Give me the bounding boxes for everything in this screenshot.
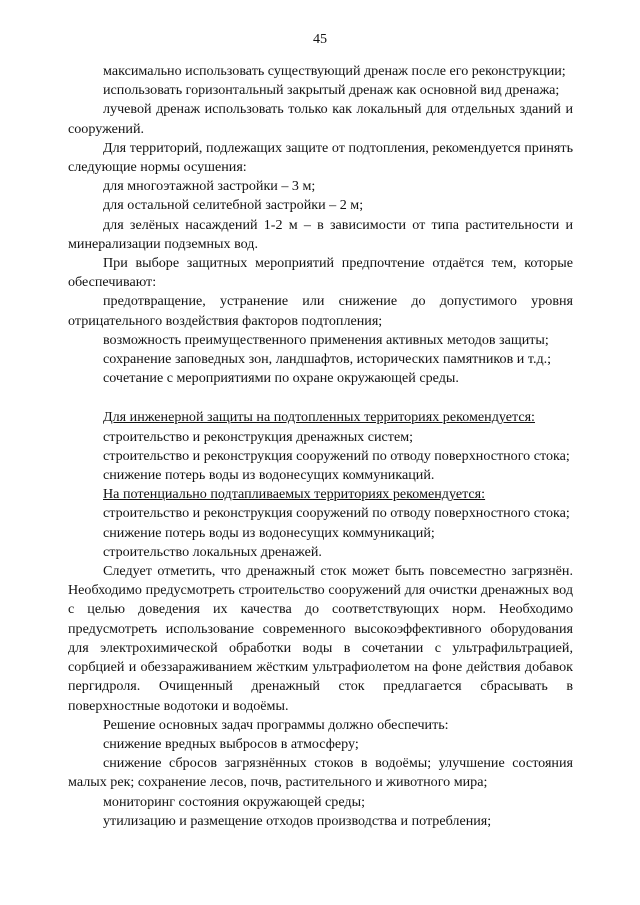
- paragraph: строительство локальных дренажей.: [103, 543, 322, 560]
- paragraph: возможность преимущественного применения активных методов защиты;: [103, 331, 549, 348]
- paragraph: строительство и реконструкция дренажных систем;: [103, 428, 414, 445]
- paragraph: для многоэтажной застройки – 3 м;: [103, 178, 316, 195]
- paragraph: сочетание с мероприятиями по охране окружающей среды.: [103, 370, 459, 387]
- paragraph: предотвращение, устранение или снижение до допустимого уровня отрицательного воздействия факторов подтопления;: [68, 293, 573, 329]
- underlined-heading: Для инженерной защиты на подтопленных территориях рекомендуется:: [103, 409, 535, 426]
- paragraph: строительство и реконструкция сооружений по отводу поверхностного стока;: [103, 447, 570, 464]
- paragraph: Для территорий, подлежащих защите от подтопления, рекомендуется принять следующие нормы осушения:: [68, 139, 573, 176]
- paragraph: При выборе защитных мероприятий предпочтение отдаётся тем, которые обеспечивают:: [68, 255, 573, 291]
- paragraph: Решение основных задач программы должно обеспечить:: [103, 716, 449, 733]
- paragraph: для остальной селитебной застройки – 2 м;: [103, 197, 364, 214]
- section-gap: [68, 388, 573, 408]
- paragraph: снижение потерь воды из водонесущих коммуникаций.: [103, 467, 435, 484]
- paragraph: для зелёных насаждений 1-2 м – в зависимости от типа растительности и минерализации подземных вод.: [68, 216, 573, 252]
- paragraph: строительство и реконструкция сооружений по отводу поверхностного стока;: [103, 505, 570, 522]
- paragraph: снижение потерь воды из водонесущих коммуникаций;: [103, 524, 435, 541]
- paragraph: Следует отметить, что дренажный сток может быть повсеместно загрязнён. Необходимо предусмотреть строительство сооружений для очистки дренажных вод с целью доведения их качества до соответствующих норм. Необходимо предусмотреть использование современного высокоэффективного оборудования для электрохимической обработки воды в сочетании с ультрафильтрацией, сорбцией и обеззараживанием жёстким ультрафиолетом на фоне действия добавок пергидроля. Очищенный дренажный сток предлагается сбрасывать в поверхностные водотоки и водоёмы.: [68, 563, 573, 714]
- paragraph: снижение вредных выбросов в атмосферу;: [103, 735, 359, 752]
- paragraph: утилизацию и размещение отходов производства и потребления;: [103, 812, 492, 829]
- paragraph: максимально использовать существующий дренаж после его реконструкции;: [103, 63, 566, 79]
- section-heading: [68, 485, 573, 504]
- paragraph: мониторинг состояния окружающей среды;: [103, 793, 365, 810]
- paragraph: сохранение заповедных зон, ландшафтов, исторических памятников и т.д.;: [103, 351, 552, 368]
- section-heading: [68, 408, 573, 427]
- page-number: 45: [312, 31, 328, 47]
- document-body: [68, 62, 573, 831]
- paragraph: снижение сбросов загрязнённых стоков в водоёмы; улучшение состояния малых рек; сохранение лесов, почв, растительного и животного мира;: [68, 755, 573, 791]
- underlined-heading: На потенциально подтапливаемых территориях рекомендуется:: [103, 486, 486, 503]
- paragraph: использовать горизонтальный закрытый дренаж как основной вид дренажа;: [103, 82, 560, 99]
- paragraph: лучевой дренаж использовать только как локальный для отдельных зданий и сооружений.: [68, 101, 573, 137]
